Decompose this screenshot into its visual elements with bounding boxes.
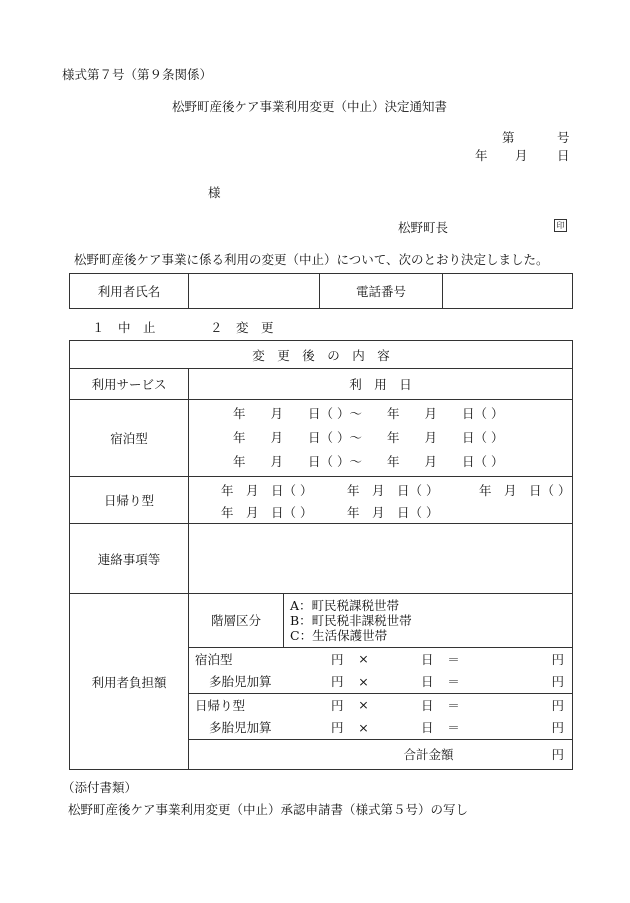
day-date-1[interactable]: 年 月 日（ ）: [221, 483, 313, 498]
stay-multi-label: 多胎児加算: [209, 674, 272, 690]
tier-a[interactable]: A：町民税課税世帯: [290, 597, 400, 613]
day-multi-label: 多胎児加算: [209, 720, 272, 736]
attachments-heading: （添付書類）: [62, 780, 138, 795]
day-fee-times: ×: [344, 693, 384, 716]
stay-fee-days: 日: [420, 651, 434, 667]
stay-multi-equals: ＝: [447, 674, 460, 690]
day-multi-times: ×: [358, 719, 369, 735]
details-heading: 変 更 後 の 内 容: [70, 341, 573, 369]
day-multi-equals: ＝: [447, 720, 460, 736]
day-type-label: 日帰り型: [70, 477, 189, 524]
attachments-item: 松野町産後ケア事業利用変更（中止）承認申請書（様式第５号）の写し: [68, 802, 469, 817]
total-label: 合計金額: [189, 739, 474, 769]
day-type-dates[interactable]: [189, 477, 573, 524]
service-label: 利用サービス: [70, 369, 189, 400]
day-date-3[interactable]: 年 月 日（ ）: [479, 483, 571, 498]
contact-label: 連絡事項等: [70, 524, 189, 594]
day-date-5[interactable]: 年 月 日（ ）: [347, 505, 439, 520]
applicant-table: [69, 273, 573, 309]
total-yen: 円: [474, 739, 573, 769]
tier-options: [284, 594, 573, 647]
date-year: 年: [475, 148, 488, 163]
burden-table: [189, 594, 572, 769]
stay-fee-equals: ＝: [447, 651, 460, 667]
burden-label: 利用者負担額: [70, 594, 189, 770]
stay-fee-times: ×: [358, 651, 369, 667]
day-fee-days: 日: [384, 693, 434, 716]
page-title: 松野町産後ケア事業利用変更（中止）決定通知書: [172, 99, 448, 114]
tier-b[interactable]: B：町民税非課税世帯: [290, 612, 412, 628]
seal-icon: [554, 219, 567, 232]
day-fee-label: 日帰り型: [189, 693, 284, 716]
day-date-4[interactable]: 年 月 日（ ）: [221, 505, 313, 520]
date-day: 日: [557, 148, 570, 163]
stay-multi-yen: 円: [330, 674, 344, 690]
option-cancel[interactable]: 中 止: [118, 320, 156, 335]
number-go: 号: [557, 130, 570, 145]
number-dai: 第: [502, 130, 515, 145]
day-fee-yen: 円: [284, 693, 344, 716]
stay-multi-total-yen: 円: [551, 674, 564, 690]
stay-type-dates[interactable]: [189, 400, 573, 477]
option-cancel-number: １: [92, 320, 105, 335]
day-fee-equals: ＝: [434, 693, 474, 716]
date-month: 月: [515, 148, 528, 163]
day-multi-days: 日: [420, 720, 434, 736]
stay-fee-label: 宿泊型: [195, 651, 233, 667]
applicant-name-field[interactable]: [189, 274, 320, 309]
seal-label: 印: [556, 221, 565, 230]
option-change[interactable]: 変 更: [236, 320, 274, 335]
details-table: [69, 340, 573, 770]
stay-fee-yen: 円: [330, 651, 344, 667]
stay-date-range-3[interactable]: 年 月 日（ ）～ 年 月 日（ ）: [233, 454, 504, 469]
applicant-phone-label: 電話番号: [320, 274, 443, 309]
day-multi-yen: 円: [330, 720, 344, 736]
option-change-number: ２: [210, 320, 223, 335]
service-date-label: 利 用 日: [189, 369, 573, 400]
applicant-phone-field[interactable]: [443, 274, 573, 309]
intro-text: 松野町産後ケア事業に係る利用の変更（中止）について、次のとおり決定しました。: [74, 252, 549, 267]
day-fee-total-yen: 円: [474, 693, 573, 716]
addressee-sama: 様: [208, 185, 221, 200]
stay-type-label: 宿泊型: [70, 400, 189, 477]
tier-label: 階層区分: [189, 594, 284, 647]
day-date-2[interactable]: 年 月 日（ ）: [347, 483, 439, 498]
stay-date-range-1[interactable]: 年 月 日（ ）～ 年 月 日（ ）: [233, 406, 504, 421]
issuer: 松野町長: [398, 220, 449, 235]
tier-c[interactable]: C：生活保護世帯: [290, 627, 388, 643]
day-multi-total-yen: 円: [551, 720, 564, 736]
applicant-name-label: 利用者氏名: [70, 274, 189, 309]
contact-field[interactable]: [189, 524, 573, 594]
stay-multi-times: ×: [358, 673, 369, 689]
burden-cell: [189, 594, 573, 770]
stay-fee-total-yen: 円: [551, 651, 564, 667]
stay-multi-days: 日: [420, 674, 434, 690]
stay-date-range-2[interactable]: 年 月 日（ ）～ 年 月 日（ ）: [233, 430, 504, 445]
form-number: 様式第７号（第９条関係）: [62, 67, 213, 82]
